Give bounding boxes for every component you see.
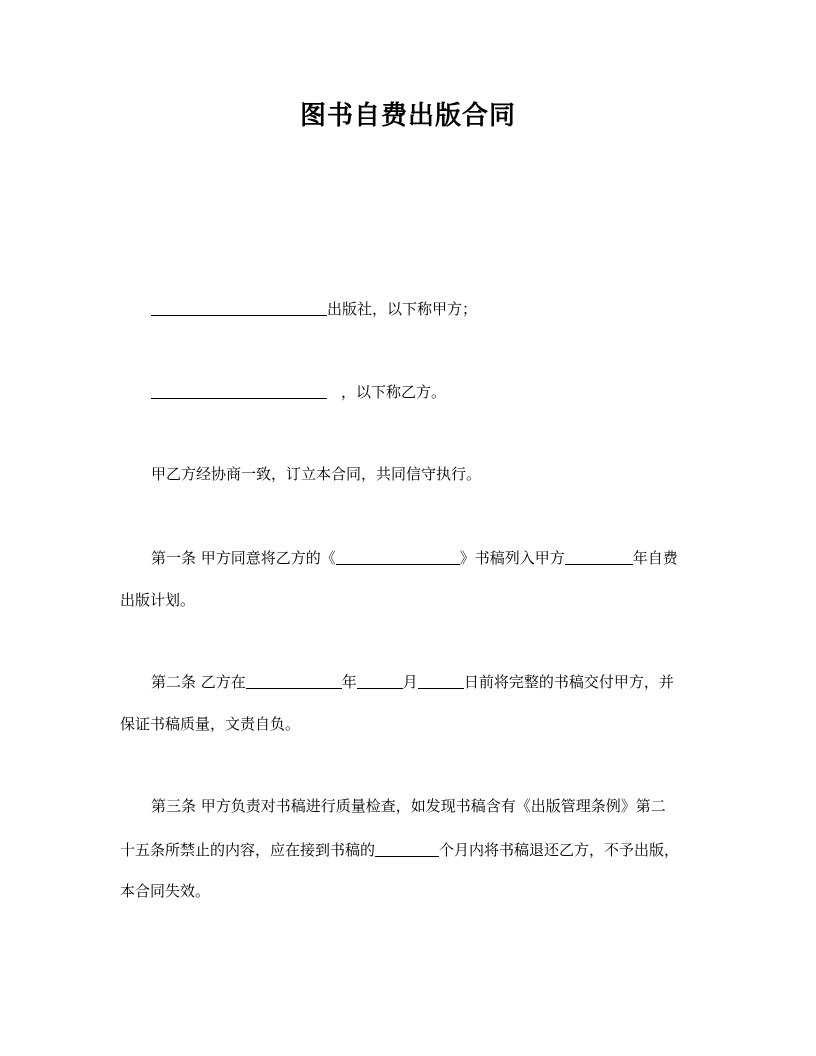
article-2-line-2: 保证书稿质量，文责自负。 — [120, 715, 301, 733]
party-b-suffix: ，以下称乙方。 — [341, 383, 447, 401]
party-a-name-blank[interactable] — [151, 299, 327, 316]
party-a-line — [151, 297, 700, 320]
article-2-text-b: 日前将完整的书稿交付甲方，并 — [463, 673, 674, 691]
article-1-text-a: 第一条 甲方同意将乙方的《 — [151, 549, 336, 567]
delivery-month-blank[interactable] — [357, 672, 403, 689]
article-3-line-1: 第三条 甲方负责对书稿进行质量检查，如发现书稿含有《出版管理条例》第二 — [151, 797, 666, 815]
article-3-line-2 — [120, 838, 700, 861]
article-3-text-a: 十五条所禁止的内容，应在接到书稿的 — [120, 841, 376, 859]
article-2-month-label: 月 — [402, 673, 418, 691]
document-title: 图书自费出版合同 — [299, 101, 516, 131]
party-b-name-blank[interactable] — [151, 382, 327, 399]
article-1-text-b: 》书稿列入甲方 — [459, 549, 565, 567]
article-1-line-2: 出版计划。 — [120, 591, 196, 609]
intro-paragraph: 甲乙方经协商一致，订立本合同，共同信守执行。 — [151, 465, 482, 483]
article-1-line-1 — [151, 546, 700, 569]
article-3-line-3: 本合同失效。 — [120, 882, 211, 900]
party-a-suffix: 出版社，以下称甲方； — [327, 300, 478, 318]
article-2-year-label: 年 — [341, 673, 357, 691]
publish-year-blank[interactable] — [565, 548, 633, 565]
party-b-line — [151, 380, 700, 403]
return-months-blank[interactable] — [375, 840, 439, 857]
book-title-blank[interactable] — [336, 548, 460, 565]
article-1-text-c: 年自费 — [632, 549, 678, 567]
delivery-day-blank[interactable] — [418, 672, 464, 689]
article-2-text-a: 第二条 乙方在 — [151, 673, 246, 691]
delivery-year-blank[interactable] — [246, 672, 342, 689]
article-3-text-b: 个月内将书稿退还乙方，不予出版， — [439, 841, 680, 859]
article-2-line-1 — [151, 670, 700, 693]
